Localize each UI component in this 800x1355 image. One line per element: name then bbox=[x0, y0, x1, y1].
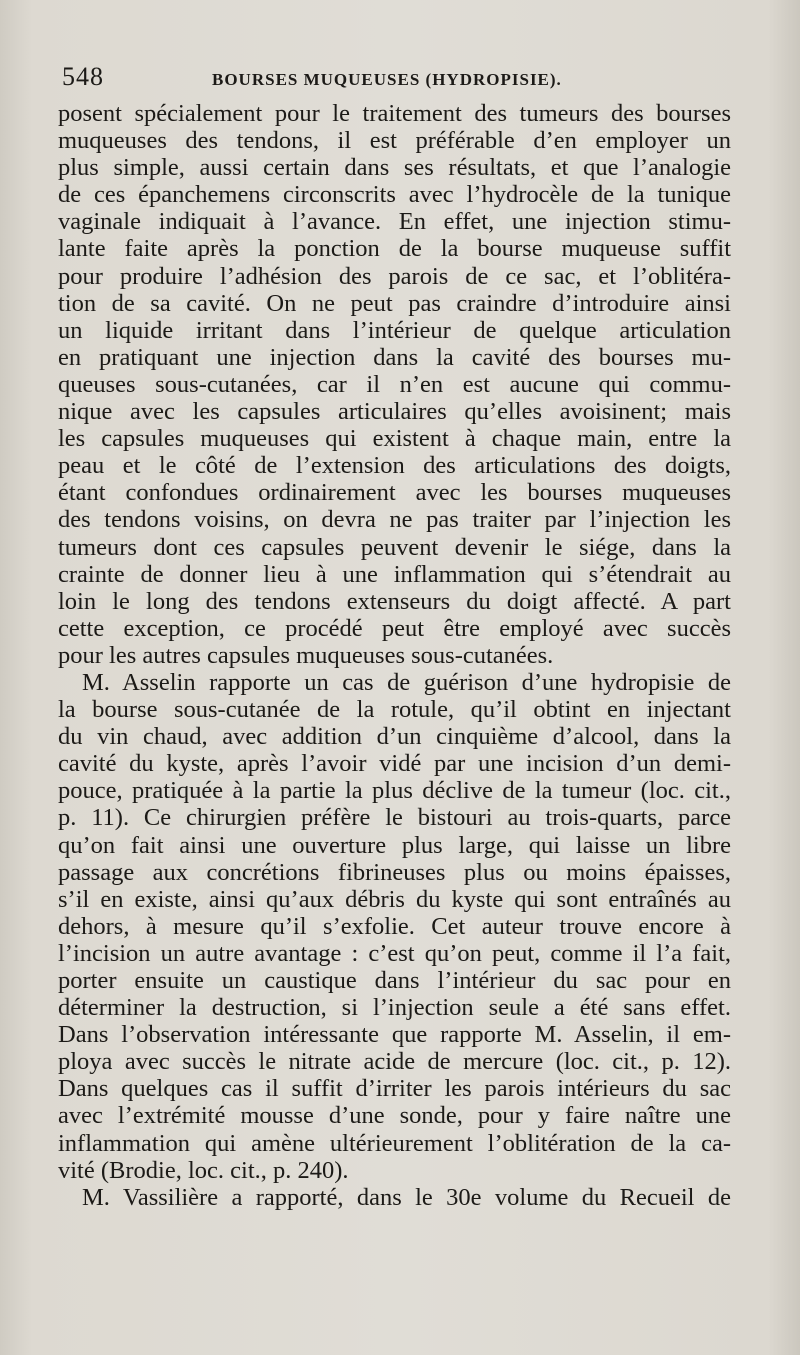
text-line: en pratiquant une injection dans la cavité des bourses mu- bbox=[58, 343, 731, 371]
text-line: des tendons voisins, on devra ne pas traiter par l’injection les bbox=[58, 506, 731, 534]
text-line: nique avec les capsules articulaires qu’elles avoisinent; mais bbox=[58, 398, 731, 426]
text-line: porter ensuite un caustique dans l’intérieur du sac pour en bbox=[58, 967, 731, 994]
text-line: plus simple, aussi certain dans ses résultats, et que l’analogie bbox=[58, 154, 731, 182]
paragraph-start-line: M. Asselin rapporte un cas de guérison d’une hydropisie de bbox=[82, 668, 731, 696]
text-line: peau et le côté de l’extension des articulations des doigts, bbox=[58, 452, 731, 480]
text-line: passage aux concrétions fibrineuses plus ou moins épaisses, bbox=[58, 858, 731, 886]
text-line: vaginale indiquait à l’avance. En effet, une injection stimu- bbox=[58, 208, 731, 236]
text-line: cette exception, ce procédé peut être employé avec succès bbox=[58, 614, 731, 642]
text-line: crainte de donner lieu à une inflammation qui s’étendrait au bbox=[58, 560, 731, 588]
text-line: étant confondues ordinairement avec les bourses muqueuses bbox=[58, 479, 731, 507]
text-line: queuses sous-cutanées, car il n’en est aucune qui commu- bbox=[58, 370, 731, 398]
paragraph-end-line: pour les autres capsules muqueuses sous-cutanées. bbox=[58, 641, 554, 669]
text-line: muqueuses des tendons, il est préférable d’en employer un bbox=[58, 127, 731, 155]
text-line: dehors, à mesure qu’il s’exfolie. Cet auteur trouve encore à bbox=[58, 912, 731, 940]
text-line: pour produire l’adhésion des parois de ce sac, et l’oblitéra- bbox=[58, 262, 731, 290]
text-line: p. 11). Ce chirurgien préfère le bistouri au trois-quarts, parce bbox=[58, 804, 731, 832]
text-line: cavité du kyste, après l’avoir vidé par une incision d’un demi- bbox=[58, 750, 731, 778]
text-line: tumeurs dont ces capsules peuvent devenir le siége, dans la bbox=[58, 533, 731, 561]
body-text bbox=[58, 100, 731, 1211]
text-line: pouce, pratiquée à la partie la plus déclive de la tumeur (loc. cit., bbox=[58, 777, 731, 805]
paragraph-end-line: vité (Brodie, loc. cit., p. 240). bbox=[58, 1156, 349, 1184]
text-line: Dans quelques cas il suffit d’irriter les parois intérieurs du sac bbox=[58, 1075, 731, 1103]
text-line: les capsules muqueuses qui existent à chaque main, entre la bbox=[58, 425, 731, 453]
text-line: tion de sa cavité. On ne peut pas craindre d’introduire ainsi bbox=[58, 289, 731, 317]
text-line: s’il en existe, ainsi qu’aux débris du kyste qui sont entraînés au bbox=[58, 885, 731, 913]
text-line: ploya avec succès le nitrate acide de mercure (loc. cit., p. 12). bbox=[58, 1048, 731, 1076]
paragraph-start-line: M. Vassilière a rapporté, dans le 30e volume du Recueil de bbox=[82, 1183, 731, 1211]
page-header bbox=[62, 62, 742, 94]
text-line: lante faite après la ponction de la bourse muqueuse suffit bbox=[58, 235, 731, 263]
text-line: posent spécialement pour le traitement des tumeurs des bourses bbox=[58, 100, 731, 127]
text-line: de ces épanchemens circonscrits avec l’hydrocèle de la tunique bbox=[58, 181, 731, 209]
text-line: déterminer la destruction, si l’injection seule a été sans effet. bbox=[58, 994, 731, 1022]
text-line: un liquide irritant dans l’intérieur de quelque articulation bbox=[58, 316, 731, 344]
text-line: qu’on fait ainsi une ouverture plus large, qui laisse un libre bbox=[58, 831, 731, 859]
page-number: 548 bbox=[62, 62, 104, 91]
text-line: inflammation qui amène ultérieurement l’oblitération de la ca- bbox=[58, 1129, 731, 1157]
text-line: du vin chaud, avec addition d’un cinquième d’alcool, dans la bbox=[58, 723, 731, 751]
text-line: avec l’extrémité mousse d’une sonde, pour y faire naître une bbox=[58, 1102, 731, 1130]
text-line: Dans l’observation intéressante que rapporte M. Asselin, il em- bbox=[58, 1021, 731, 1049]
running-head: BOURSES MUQUEUSES (HYDROPISIE). bbox=[212, 70, 562, 89]
text-line: loin le long des tendons extenseurs du doigt affecté. A part bbox=[58, 587, 731, 615]
text-line: l’incision un autre avantage : c’est qu’on peut, comme il l’a fait, bbox=[58, 939, 731, 967]
text-line: la bourse sous-cutanée de la rotule, qu’il obtint en injectant bbox=[58, 696, 731, 724]
